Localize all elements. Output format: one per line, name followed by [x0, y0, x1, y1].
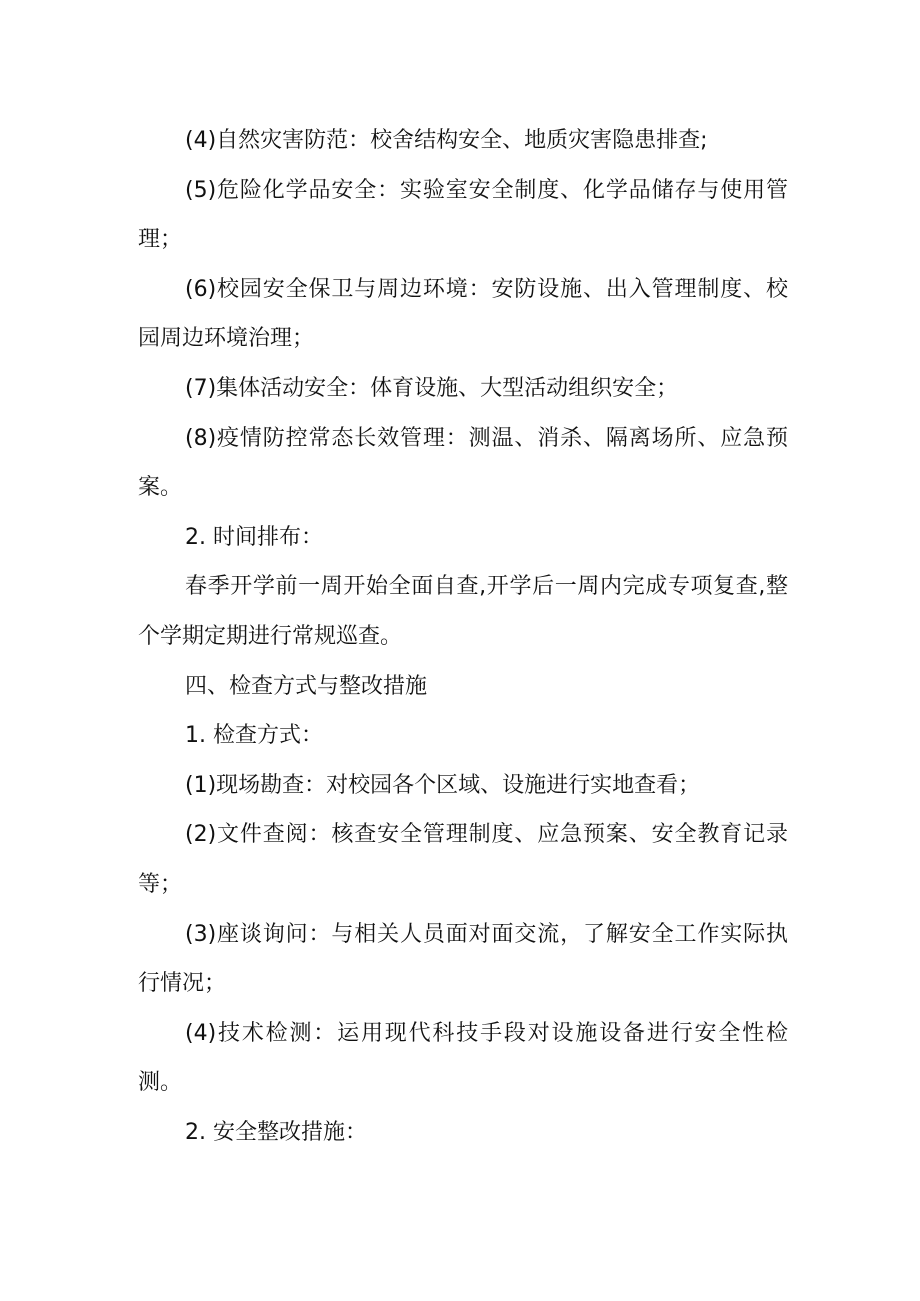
heading-rectification: 2. 安全整改措施：: [185, 1119, 367, 1145]
heading-inspection-methods: 1. 检查方式：: [185, 723, 323, 749]
method-interview: (3)座谈询问：与相关人员面对面交流，了解安全工作实际执行情况；: [138, 921, 788, 997]
item-epidemic-control: (8)疫情防控常态长效管理：测温、消杀、隔离场所、应急预案。: [138, 425, 788, 501]
item-group-activity: (7)集体活动安全：体育设施、大型活动组织安全；: [185, 375, 679, 401]
item-hazardous-chemicals: (5)危险化学品安全：实验室安全制度、化学品储存与使用管理；: [138, 177, 788, 253]
method-document-review: (2)文件查阅：核查安全管理制度、应急预案、安全教育记录等；: [138, 822, 788, 897]
method-technical-testing: (4)技术检测：运用现代科技手段对设施设备进行安全性检测。: [138, 1020, 788, 1096]
method-onsite-survey: (1)现场勘查：对校园各个区域、设施进行实地查看；: [185, 772, 701, 798]
document-body: [138, 116, 788, 1157]
item-campus-security: (6)校园安全保卫与周边环境：安防设施、出入管理制度、校园周边环境治理；: [138, 276, 788, 352]
heading-schedule: 2. 时间排布：: [185, 524, 323, 550]
schedule-text: 春季开学前一周开始全面自查,开学后一周内完成专项复查,整个学期定期进行常规巡查。: [138, 574, 788, 649]
section-heading-inspection: 四、检查方式与整改措施: [185, 673, 428, 699]
item-natural-disaster: (4)自然灾害防范：校舍结构安全、地质灾害隐患排查;: [185, 128, 708, 153]
